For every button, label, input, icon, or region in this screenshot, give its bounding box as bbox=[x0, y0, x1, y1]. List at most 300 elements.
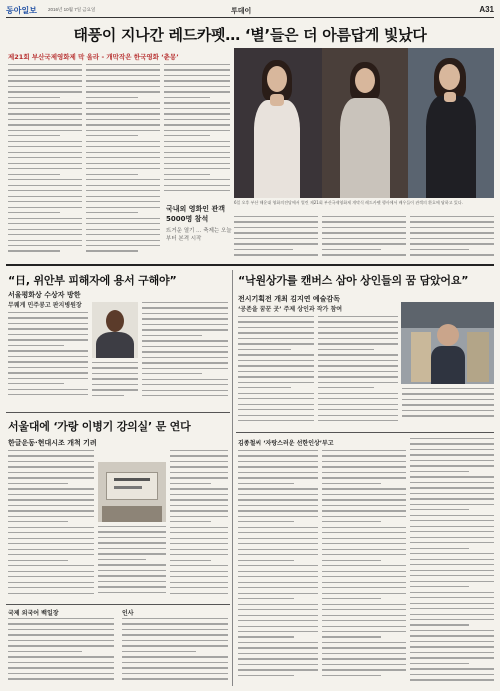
text-line bbox=[142, 340, 228, 341]
text-line bbox=[402, 388, 494, 389]
text-line bbox=[238, 636, 294, 637]
text-line bbox=[142, 318, 228, 319]
text-line bbox=[170, 521, 211, 522]
text-line bbox=[410, 526, 494, 527]
text-line bbox=[170, 483, 211, 484]
text-line bbox=[410, 614, 494, 615]
text-line bbox=[142, 324, 228, 325]
small-news-col-1 bbox=[8, 618, 114, 686]
text-line bbox=[86, 130, 160, 131]
text-line bbox=[322, 658, 406, 659]
text-line bbox=[122, 656, 228, 657]
text-line bbox=[8, 494, 94, 495]
text-line bbox=[318, 360, 398, 361]
text-line bbox=[86, 250, 138, 251]
text-line bbox=[322, 626, 406, 627]
text-line bbox=[238, 538, 318, 539]
text-line bbox=[402, 410, 494, 411]
lead-pull-quote bbox=[166, 204, 232, 243]
text-line bbox=[170, 488, 228, 489]
text-line bbox=[122, 673, 228, 674]
text-line bbox=[322, 615, 406, 616]
text-line bbox=[238, 327, 314, 328]
text-line bbox=[402, 415, 494, 416]
text-line bbox=[98, 548, 166, 549]
lead-body-col-1 bbox=[8, 64, 82, 260]
text-line bbox=[164, 119, 230, 120]
text-line bbox=[8, 345, 64, 346]
text-line bbox=[410, 487, 494, 488]
small-head-baekiljang: 국제 외국어 백일장 bbox=[8, 610, 59, 617]
text-line bbox=[8, 229, 82, 230]
masthead bbox=[6, 4, 494, 18]
text-line bbox=[142, 373, 202, 374]
text-line bbox=[322, 604, 406, 605]
text-line bbox=[86, 240, 160, 241]
lead-body-col-6 bbox=[410, 216, 494, 260]
text-line bbox=[122, 623, 228, 624]
text-line bbox=[410, 243, 494, 244]
text-line bbox=[164, 91, 230, 92]
text-line bbox=[322, 653, 406, 654]
text-line bbox=[164, 146, 230, 147]
text-line bbox=[8, 372, 88, 373]
text-line bbox=[322, 582, 406, 583]
text-line bbox=[8, 640, 114, 641]
text-line bbox=[410, 520, 494, 521]
text-line bbox=[410, 597, 494, 598]
text-line bbox=[86, 196, 160, 197]
text-line bbox=[410, 249, 469, 250]
text-line bbox=[8, 356, 88, 357]
text-line bbox=[8, 662, 114, 663]
text-line bbox=[322, 675, 381, 676]
text-line bbox=[170, 538, 228, 539]
text-line bbox=[86, 185, 160, 186]
text-line bbox=[8, 554, 94, 555]
text-line bbox=[8, 250, 60, 251]
pull-quote-text: 국내외 영화인 관객 5000명 참석 bbox=[166, 205, 225, 223]
text-line bbox=[164, 108, 230, 109]
text-line bbox=[238, 604, 318, 605]
lower-right-rule bbox=[236, 432, 494, 433]
text-line bbox=[8, 571, 94, 572]
text-line bbox=[318, 327, 398, 328]
text-line bbox=[322, 249, 381, 250]
story3-body-col-2 bbox=[98, 526, 166, 600]
text-line bbox=[318, 376, 398, 377]
text-line bbox=[322, 532, 406, 533]
text-line bbox=[8, 651, 82, 652]
text-line bbox=[86, 207, 160, 208]
text-line bbox=[8, 549, 94, 550]
pull-quote-sub: 뜨거운 열기 … 축제는 오늘부터 본격 시작 bbox=[166, 228, 232, 242]
text-line bbox=[410, 641, 494, 642]
text-line bbox=[322, 642, 406, 643]
text-line bbox=[322, 669, 406, 670]
text-line bbox=[410, 443, 494, 444]
text-line bbox=[410, 548, 469, 549]
story2-subhead-2: 무퀘게 민주콩고 판지병원장 bbox=[8, 302, 82, 309]
text-line bbox=[322, 538, 406, 539]
text-line bbox=[318, 365, 398, 366]
text-line bbox=[92, 395, 124, 396]
text-line bbox=[164, 179, 230, 180]
text-line bbox=[8, 69, 82, 70]
text-line bbox=[410, 603, 494, 604]
text-line bbox=[170, 450, 228, 451]
text-line bbox=[8, 565, 94, 566]
text-line bbox=[8, 157, 82, 158]
text-line bbox=[238, 675, 294, 676]
text-line bbox=[410, 542, 494, 543]
text-line bbox=[98, 559, 146, 560]
text-line bbox=[238, 472, 318, 473]
text-line bbox=[164, 69, 230, 70]
lead-body-col-5 bbox=[322, 216, 406, 260]
text-line bbox=[410, 449, 494, 450]
text-line bbox=[86, 102, 160, 103]
text-line bbox=[98, 526, 166, 527]
story4-subhead-2: ‘공존을 꿈꾼 곳’ 주제 상인과 작가 참여 bbox=[238, 306, 343, 313]
text-line bbox=[170, 532, 228, 533]
text-line bbox=[322, 521, 381, 522]
text-line bbox=[234, 232, 318, 233]
text-line bbox=[238, 409, 314, 410]
text-line bbox=[322, 221, 406, 222]
text-line bbox=[164, 102, 230, 103]
text-line bbox=[238, 321, 314, 322]
text-line bbox=[8, 367, 88, 368]
text-line bbox=[238, 404, 314, 405]
story4-body-col-3 bbox=[402, 388, 494, 426]
text-line bbox=[92, 367, 138, 368]
text-line bbox=[142, 362, 228, 363]
text-line bbox=[402, 399, 494, 400]
text-line bbox=[8, 317, 88, 318]
text-line bbox=[8, 516, 94, 517]
text-line bbox=[8, 461, 94, 462]
story3-body-col-1 bbox=[8, 450, 94, 600]
story2-body-col-1 bbox=[8, 312, 88, 404]
text-line bbox=[164, 64, 230, 65]
text-line bbox=[142, 395, 228, 396]
story2-body-col-3 bbox=[142, 302, 228, 404]
text-line bbox=[170, 582, 228, 583]
text-line bbox=[86, 69, 160, 70]
text-line bbox=[164, 130, 230, 131]
text-line bbox=[8, 527, 94, 528]
lead-headline: 태풍이 지나간 레드카펫… ‘별’들은 더 아름답게 빛났다 bbox=[73, 26, 427, 44]
text-line bbox=[238, 466, 318, 467]
text-line bbox=[8, 383, 64, 384]
text-line bbox=[318, 409, 398, 410]
lower-right-col-3 bbox=[410, 438, 494, 686]
text-line bbox=[164, 80, 230, 81]
text-line bbox=[142, 357, 228, 358]
text-line bbox=[234, 238, 318, 239]
text-line bbox=[8, 678, 114, 679]
text-line bbox=[142, 302, 228, 303]
text-line bbox=[170, 527, 228, 528]
text-line bbox=[322, 636, 381, 637]
small-news-col-2 bbox=[122, 618, 228, 686]
text-line bbox=[322, 554, 406, 555]
text-line bbox=[322, 494, 406, 495]
text-line bbox=[322, 483, 381, 484]
text-line bbox=[238, 571, 318, 572]
text-line bbox=[410, 515, 494, 516]
text-line bbox=[238, 658, 318, 659]
text-line bbox=[8, 212, 60, 213]
text-line bbox=[8, 234, 82, 235]
text-line bbox=[322, 609, 406, 610]
text-line bbox=[86, 212, 138, 213]
text-line bbox=[8, 466, 94, 467]
text-line bbox=[142, 368, 228, 369]
text-line bbox=[86, 179, 160, 180]
text-line bbox=[170, 510, 228, 511]
text-line bbox=[238, 642, 318, 643]
text-line bbox=[8, 119, 82, 120]
text-line bbox=[410, 465, 494, 466]
page-number: A31 bbox=[479, 5, 494, 14]
text-line bbox=[238, 415, 314, 416]
text-line bbox=[8, 450, 94, 451]
text-line bbox=[322, 472, 406, 473]
section-name: 투데이 bbox=[231, 8, 252, 15]
text-line bbox=[86, 201, 160, 202]
text-line bbox=[8, 634, 114, 635]
text-line bbox=[318, 387, 374, 388]
text-line bbox=[410, 679, 494, 680]
text-line bbox=[318, 321, 398, 322]
text-line bbox=[410, 674, 494, 675]
text-line bbox=[98, 592, 166, 593]
text-line bbox=[170, 554, 228, 555]
text-line bbox=[8, 543, 94, 544]
small-news-rule bbox=[6, 604, 230, 605]
text-line bbox=[8, 488, 94, 489]
text-line bbox=[86, 119, 160, 120]
lower-right-col-1 bbox=[238, 450, 318, 686]
text-line bbox=[8, 521, 68, 522]
text-line bbox=[8, 163, 82, 164]
text-line bbox=[86, 97, 138, 98]
text-line bbox=[322, 664, 406, 665]
text-line bbox=[322, 593, 406, 594]
text-line bbox=[8, 587, 94, 588]
small-head-personnel: 인사 bbox=[122, 610, 134, 617]
text-line bbox=[238, 420, 314, 421]
text-line bbox=[170, 505, 228, 506]
text-line bbox=[164, 135, 210, 136]
text-line bbox=[322, 254, 406, 255]
text-line bbox=[322, 243, 406, 244]
text-line bbox=[164, 185, 230, 186]
text-line bbox=[92, 362, 138, 363]
lead-body-col-4 bbox=[234, 216, 318, 260]
text-line bbox=[170, 576, 228, 577]
text-line bbox=[410, 438, 494, 439]
text-line bbox=[142, 390, 228, 391]
text-line bbox=[238, 647, 318, 648]
text-line bbox=[322, 455, 406, 456]
text-line bbox=[8, 328, 88, 329]
text-line bbox=[8, 472, 94, 473]
text-line bbox=[98, 575, 166, 576]
text-line bbox=[8, 560, 68, 561]
text-line bbox=[98, 531, 166, 532]
text-line bbox=[170, 466, 228, 467]
text-line bbox=[86, 229, 160, 230]
lecture-room-photo bbox=[98, 462, 166, 522]
text-line bbox=[234, 227, 318, 228]
text-line bbox=[322, 647, 406, 648]
text-line bbox=[8, 623, 114, 624]
text-line bbox=[238, 360, 314, 361]
text-line bbox=[142, 351, 228, 352]
story4-body-col-2 bbox=[318, 316, 398, 426]
text-line bbox=[142, 329, 228, 330]
text-line bbox=[8, 135, 60, 136]
actress-photo-3 bbox=[408, 48, 494, 198]
text-line bbox=[122, 629, 228, 630]
text-line bbox=[86, 152, 160, 153]
text-line bbox=[170, 477, 228, 478]
text-line bbox=[86, 174, 138, 175]
text-line bbox=[8, 152, 82, 153]
text-line bbox=[8, 394, 88, 395]
text-line bbox=[8, 477, 94, 478]
text-line bbox=[142, 335, 202, 336]
text-line bbox=[170, 499, 228, 500]
text-line bbox=[410, 509, 469, 510]
text-line bbox=[410, 216, 494, 217]
text-line bbox=[8, 593, 94, 594]
text-line bbox=[410, 221, 494, 222]
text-line bbox=[8, 240, 82, 241]
text-line bbox=[8, 185, 82, 186]
text-line bbox=[164, 141, 230, 142]
text-line bbox=[8, 64, 82, 65]
text-line bbox=[238, 354, 314, 355]
text-line bbox=[322, 216, 406, 217]
text-line bbox=[410, 476, 494, 477]
text-line bbox=[8, 656, 114, 657]
text-line bbox=[318, 349, 374, 350]
text-line bbox=[170, 593, 228, 594]
nakwon-arcade-photo bbox=[401, 302, 494, 384]
text-line bbox=[86, 245, 160, 246]
text-line bbox=[8, 667, 114, 668]
text-line bbox=[98, 586, 166, 587]
text-line bbox=[410, 646, 494, 647]
text-line bbox=[318, 398, 398, 399]
text-line bbox=[322, 587, 406, 588]
text-line bbox=[322, 232, 406, 233]
text-line bbox=[322, 505, 406, 506]
text-line bbox=[322, 510, 406, 511]
text-line bbox=[170, 516, 228, 517]
text-line bbox=[8, 179, 82, 180]
text-line bbox=[410, 619, 494, 620]
text-line bbox=[86, 190, 160, 191]
text-line bbox=[170, 571, 228, 572]
text-line bbox=[238, 332, 314, 333]
text-line bbox=[86, 146, 160, 147]
text-line bbox=[122, 667, 228, 668]
text-line bbox=[410, 531, 494, 532]
text-line bbox=[238, 382, 314, 383]
text-line bbox=[86, 163, 160, 164]
text-line bbox=[238, 376, 314, 377]
text-line bbox=[8, 483, 68, 484]
text-line bbox=[322, 461, 406, 462]
text-line bbox=[410, 227, 494, 228]
text-line bbox=[170, 455, 228, 456]
text-line bbox=[238, 450, 318, 451]
text-line bbox=[410, 498, 494, 499]
story3-subhead: 한글운동·현대시조 개척 기려 bbox=[8, 439, 97, 447]
text-line bbox=[86, 234, 160, 235]
text-line bbox=[142, 379, 228, 380]
mukwege-portrait bbox=[92, 302, 138, 358]
text-line bbox=[410, 493, 494, 494]
actress-photo-2 bbox=[322, 48, 408, 198]
text-line bbox=[238, 593, 318, 594]
text-line bbox=[164, 168, 230, 169]
lead-body-col-3 bbox=[164, 64, 230, 200]
text-line bbox=[92, 389, 138, 390]
text-line bbox=[410, 238, 494, 239]
text-line bbox=[410, 559, 494, 560]
text-line bbox=[8, 323, 88, 324]
text-line bbox=[238, 532, 318, 533]
text-line bbox=[164, 113, 230, 114]
text-line bbox=[170, 461, 228, 462]
text-line bbox=[410, 635, 494, 636]
text-line bbox=[238, 543, 318, 544]
text-line bbox=[122, 662, 228, 663]
lower-right-col-2 bbox=[322, 450, 406, 686]
text-line bbox=[410, 504, 494, 505]
story4-body-col-1 bbox=[238, 316, 314, 426]
text-line bbox=[410, 581, 494, 582]
text-line bbox=[164, 86, 230, 87]
text-line bbox=[238, 560, 294, 561]
text-line bbox=[8, 350, 88, 351]
text-line bbox=[238, 587, 318, 588]
text-line bbox=[170, 472, 228, 473]
text-line bbox=[142, 307, 228, 308]
text-line bbox=[238, 631, 318, 632]
story3-headline: 서울대에 ‘가랑 이병기 강의실’ 문 연다 bbox=[8, 420, 191, 433]
text-line bbox=[8, 86, 82, 87]
text-line bbox=[318, 332, 398, 333]
text-line bbox=[8, 97, 60, 98]
text-line bbox=[8, 499, 94, 500]
text-line bbox=[402, 404, 494, 405]
text-line bbox=[8, 361, 88, 362]
text-line bbox=[410, 570, 494, 571]
text-line bbox=[410, 232, 494, 233]
text-line bbox=[8, 75, 82, 76]
text-line bbox=[234, 254, 318, 255]
text-line bbox=[318, 371, 398, 372]
text-line bbox=[98, 542, 166, 543]
text-line bbox=[238, 527, 318, 528]
